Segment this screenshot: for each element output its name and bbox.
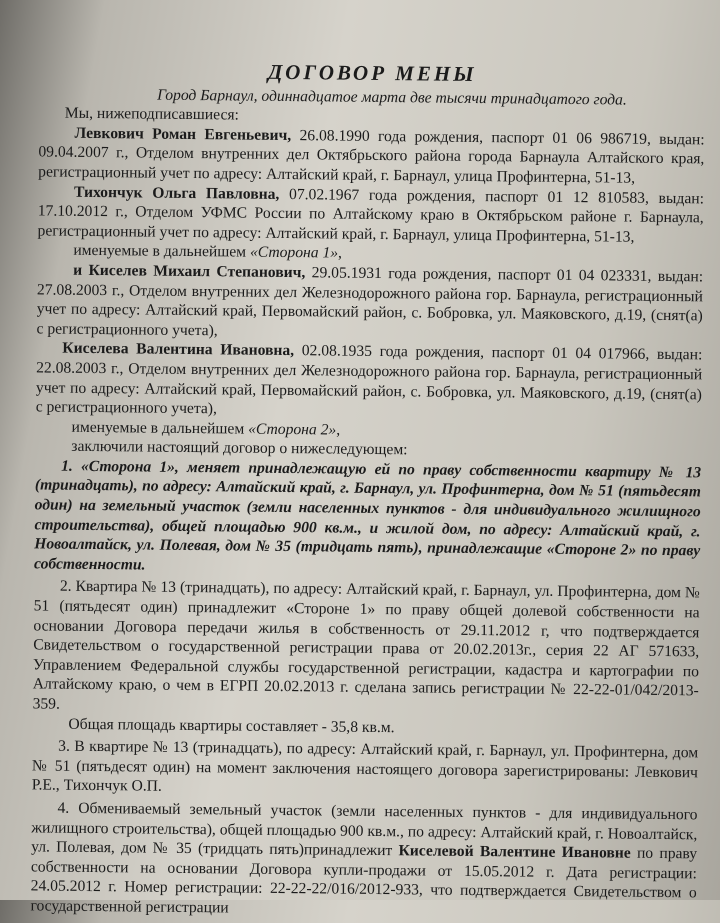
side1-suffix: , — [338, 244, 343, 262]
party-tikhonchuk — [37, 182, 704, 248]
party-kiselev — [36, 260, 703, 345]
party-name: Левкович Роман Евгеньевич, — [74, 124, 292, 144]
clause-4-text-cont: по праву собственности на основании Договора купли-продажи от 15.05.2012 г. Дата регистрации: 24.05.2012 г. Номер регистрации: 22-22-22/016/2012-933, что подтверждается Свидетельством о государственной регистрации — [30, 844, 698, 917]
clause-4-owner: Киселевой Валентине Ивановне — [398, 842, 631, 862]
side2-prefix: именуемые в дальнейшем — [71, 418, 249, 438]
document-title: ДОГОВОР МЕНЫ — [267, 59, 477, 86]
party-details: 07.02.1967 года рождения, паспорт 01 12 810583, выдан: 17.10.2012 г., Отделом УФМС России по Алтайскому краю в Октябрьском районе г. Барнаула, регистрационный учет по адресу: Алтайский край, г. Барнаул, улица Профинтерна, 51-13, — [37, 185, 705, 246]
clause-3: 3. В квартире № 13 (тринадцать), по адресу: Алтайский край, г. Барнаул, ул. Профинтерна, дом № 51 (пятьдесят один) на момент заключения настоящего договора зарегистрированы: Левкович Р.Е., Тихончук О.П. — [31, 737, 699, 796]
party-details: 26.08.1990 года рождения, паспорт 01 06 986719, выдан: 09.04.2007 г., Отделом внутренних дел Октябрьского района города Барнаула Алтайского края, регистрационный учет по адресу: Алтайский край, г. Барнаул, улица Профинтерна, 51-13, — [38, 126, 705, 187]
party-kiseleva — [36, 339, 703, 424]
clause-4-text: 4. Обмениваемый земельный участок (земли населенных пунктов - для индивидуального жилищного строительства), общей площадью 900 кв.м., по адресу: Алтайский край, г. Новоалтайск, ул. Полевая, дом № 35 (тридцать пять)принадлежит — [31, 799, 698, 860]
party-details: 02.08.1935 года рождения, паспорт 01 04 017966, выдан: 22.08.2003 г., Отделом внутренних дел Железнодорожного района гор. Барнаула, регистрационный учет по адресу: Алтайский край, Первомайский район, с. Бобровка, ул. Маяковского, д.19, (снят(а) с регистрационного учета), — [35, 342, 703, 418]
side1-prefix: именуемые в дальнейшем — [73, 242, 251, 261]
side2-suffix: , — [336, 421, 341, 439]
clause-4 — [30, 798, 697, 923]
clause-2: 2. Квартира № 13 (тринадцать), по адресу: Алтайский край, г. Барнаул, ул. Профинтерна, дом № 51 (пятьдесят один) принадлежит «Стороне 1» по праву общей долевой собственности на основании Договора передачи жилья в собственность от 29.11.2012 г, что подтверждается Свидетельством о государственной регистрации права от 20.02.2013г., серия 22 АГ 571633, Управлением Федеральной службы государственной регистрации, кадастра и картографии по Алтайскому краю, о чем в ЕГРП 20.02.2013 г. сделана запись регистрации № 22-22-01/042/2013-359. — [32, 578, 700, 713]
clause-1: 1. «Сторона 1», меняет принадлежащую ей по праву собственности квартиру № 13 (тринадцать), по адресу: Алтайский край, г. Барнаул, ул. Профинтерна, дом № 51 (пятьдесят один) на земельный участок (земли населенных пунктов - для индивидуального жилищного строительства), общей площадью 900 кв.м., и жилой дом, по адресу: Алтайский край, г. Новоалтайск, ул. Полевая, дом № 35 (тридцать пять), принадлежащие «Стороне 2» по праву собственности. — [34, 457, 702, 574]
apartment-area: Общая площадь квартиры составляет - 35,8 кв.м. — [68, 715, 395, 736]
party-name: Тихончук Ольга Павловна, — [73, 183, 280, 203]
party-levkovich — [38, 123, 705, 189]
party-details: 29.05.1931 года рождения, паспорт 01 04 023331, выдан: 27.08.2003 г., Отделом внутренних дел Железнодорожного района гор. Барнаула, регистрационный учет по адресу: Алтайский край, Первомайский район, с. Бобровка, ул. Маяковского, д.19, (снят(а) с регистрационного учета), — [36, 264, 704, 340]
place-date: Город Барнаул, одиннадцатое марта две тысячи тринадцатого года. — [157, 86, 627, 109]
concluded-line: заключили настоящий договор о нижеследующем: — [71, 438, 408, 459]
party-name: и Киселев Михаил Степанович, — [73, 261, 306, 282]
side1-name: «Сторона 1» — [249, 243, 339, 262]
party-name: Киселева Валентина Ивановна, — [62, 339, 295, 360]
intro: Мы, нижеподписавшиеся: — [64, 104, 240, 124]
side2-name: «Сторона 2» — [248, 420, 337, 439]
